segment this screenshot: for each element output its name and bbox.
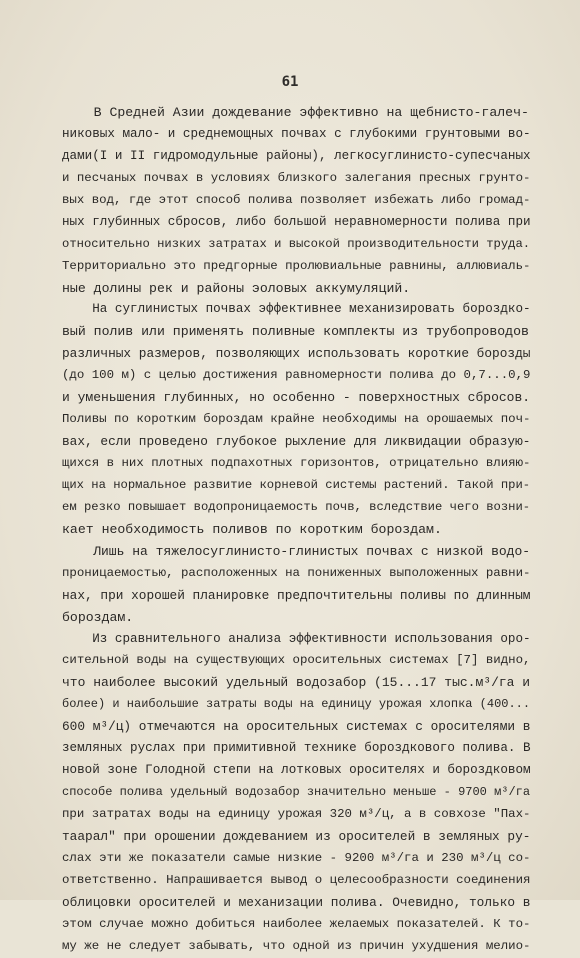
text-line: му же не следует забывать, что одной из причин ухудшения мелио- [62,938,531,953]
text-line: сительной воды на существующих оросительных системах [7] видно, [62,653,531,668]
text-line: Поливы по коротким бороздам крайне необходимы на орошаемых поч- [62,412,531,427]
text-line: никовых мало- и среднемощных почвах с глубокими грунтовыми во- [62,126,531,141]
text-line: бороздам. [62,609,134,625]
text-line: ем резко повышает водопроницаемость почв, вследствие чего возни- [62,499,531,514]
text-line: щих на нормальное развитие корневой системы растений. Такой при- [62,477,531,492]
text-line: щихся в них плотных подпахотных горизонтов, отрицательно влияю- [62,456,531,470]
text-line: 600 м³/ц) отмечаются на оросительных системах с оросителями в [62,719,531,735]
page-number: 61 [281,74,299,90]
text-line: таарал" при орошении дождеванием из оросителей в земляных ру- [62,828,531,844]
text-line: земляных руслах при примитивной технике бороздкового полива. В [62,741,531,756]
body-text [62,102,532,958]
text-line: Лишь на тяжелосуглинисто-глинистых почвах с низкой водо- [62,543,531,559]
text-line: ных глубинных сбросов, либо большой неравномерности полива при [62,214,531,229]
text-line: вах, если проведено глубокое рыхление для ликвидации образую- [62,434,531,450]
text-line: нах, при хорошей планировке предпочтительны поливы по длинным [62,587,531,603]
text-line: и песчаных почвах в условиях близкого залегания пресных грунто- [62,170,531,185]
text-line: Территориально это предгорные пролювиальные равнины, аллювиаль- [62,258,531,273]
text-line: дами(I и II гидромодульные районы), легкосуглинисто-супесчаных [62,148,531,163]
text-line: новой зоне Голодной степи на лотковых оросителях и бороздковом [62,763,531,778]
text-line: способе полива удельный водозабор значительно меньше - 9700 м³/га [62,785,531,800]
text-line: относительно низких затратах и высокой производительности труда. [62,236,531,251]
text-line: Из сравнительного анализа эффективности использования оро- [62,631,531,646]
text-line: вых вод, где этот способ полива позволяет избежать либо громад- [62,192,531,207]
text-line: этом случае можно добиться наиболее желаемых показателей. К то- [62,916,531,931]
text-line: вый полив или применять поливные комплекты из трубопроводов [62,324,529,340]
text-line: кает необходимость поливов по коротким бороздам. [62,521,442,537]
text-line: облицовки оросителей и механизации полива. Очевидно, только в [62,894,531,910]
text-line: В Средней Азии дождевание эффективно на щебнисто-галеч- [62,105,529,120]
text-line: при затратах воды на единицу урожая 320 м³/ц, а в совхозе "Пах- [62,807,531,821]
text-line: слах эти же показатели самые низкие - 9200 м³/га и 230 м³/ц со- [62,850,531,865]
text-line: и уменьшения глубинных, но особенно - поверхностных сбросов. [62,390,531,406]
text-line: (до 100 м) с целью достижения равномерности полива до 0,7...0,9 [62,368,531,383]
text-line: различных размеров, позволяющих использовать короткие борозды [62,346,531,362]
text-line: На суглинистых почвах эффективнее механизировать бороздко- [62,302,531,317]
text-line: что наиболее высокий удельный водозабор (15...17 тыс.м³/га и [62,675,531,691]
text-line: ные долины рек и районы эоловых аккумуляций. [62,280,411,296]
text-line: ответственно. Напрашивается вывод о целесообразности соединения [62,872,531,887]
text-line: более) и наибольшие затраты воды на единицу урожая хлопка (400... [62,697,531,712]
text-line: проницаемостью, расположенных на пониженных выположенных равни- [62,565,531,580]
